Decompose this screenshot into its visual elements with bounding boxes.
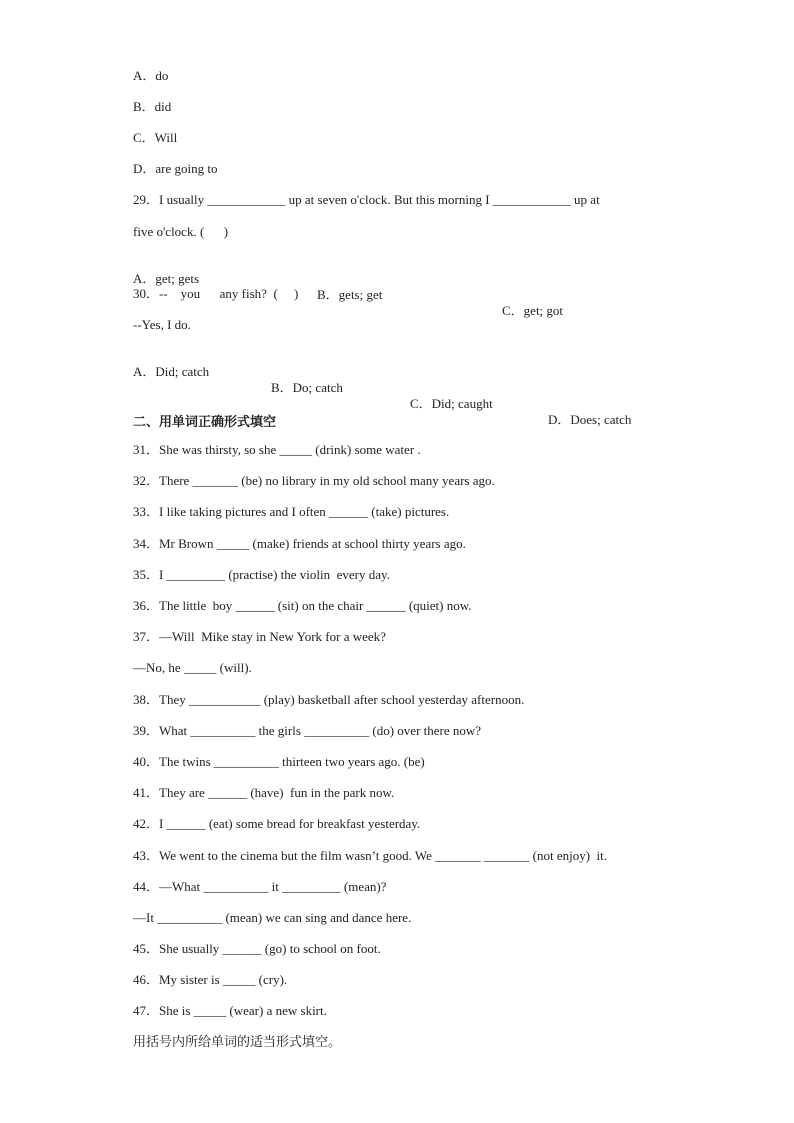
question-40: 40．The twins __________ thirteen two years ago. (be) — [133, 754, 425, 769]
instruction-note: 用括号内所给单词的适当形式填空。 — [133, 1035, 342, 1050]
q30-option-a: A．Did; catch — [133, 364, 210, 379]
question-47: 47．She is _____ (wear) a new skirt. — [133, 1003, 327, 1018]
question-44-line2: —It __________ (mean) we can sing and dance here. — [133, 910, 412, 925]
q28-option-d: D．are going to — [133, 161, 218, 176]
q30-stem-line1: 30．-- you any fish? ( ) — [133, 286, 299, 301]
q30-stem-line2: --Yes, I do. — [133, 317, 191, 332]
question-35: 35．I _________ (practise) the violin every day. — [133, 567, 390, 582]
q30-option-b: B．Do; catch — [271, 380, 343, 395]
question-45: 45．She usually ______ (go) to school on foot. — [133, 941, 381, 956]
q28-option-c: C．Will — [133, 130, 178, 145]
q29-option-a: A．get; gets — [133, 271, 200, 286]
question-32: 32．There _______ (be) no library in my old school many years ago. — [133, 473, 495, 488]
question-46: 46．My sister is _____ (cry). — [133, 972, 288, 987]
q30-option-c: C．Did; caught — [410, 396, 493, 411]
question-34: 34．Mr Brown _____ (make) friends at school thirty years ago. — [133, 536, 466, 551]
question-39: 39．What __________ the girls __________ (do) over there now? — [133, 723, 482, 738]
q30-option-d: D．Does; catch — [548, 412, 632, 427]
q29-option-b: B．gets; get — [317, 287, 383, 302]
question-44-line1: 44．—What __________ it _________ (mean)? — [133, 879, 387, 894]
q28-option-a: A．do — [133, 68, 169, 83]
question-33: 33．I like taking pictures and I often ______ (take) pictures. — [133, 504, 450, 519]
q28-option-b: B．did — [133, 99, 172, 114]
question-36: 36．The little boy ______ (sit) on the chair ______ (quiet) now. — [133, 598, 472, 613]
question-31: 31．She was thirsty, so she _____ (drink) some water . — [133, 442, 421, 457]
question-41: 41．They are ______ (have) fun in the park now. — [133, 785, 395, 800]
q29-stem-line1: 29．I usually ____________ up at seven o'clock. But this morning I ____________ up at — [133, 192, 600, 207]
question-42: 42．I ______ (eat) some bread for breakfast yesterday. — [133, 816, 421, 831]
question-37-line1: 37．—Will Mike stay in New York for a week? — [133, 629, 386, 644]
section-heading: 二、用单词正确形式填空 — [133, 415, 277, 430]
q29-stem-line2: five o'clock. ( ) — [133, 224, 229, 239]
q29-option-c: C．get; got — [502, 303, 564, 318]
question-43: 43．We went to the cinema but the film wasn’t good. We _______ _______ (not enjoy) it. — [133, 848, 608, 863]
question-37-line2: —No, he _____ (will). — [133, 660, 252, 675]
question-38: 38．They ___________ (play) basketball after school yesterday afternoon. — [133, 692, 525, 707]
